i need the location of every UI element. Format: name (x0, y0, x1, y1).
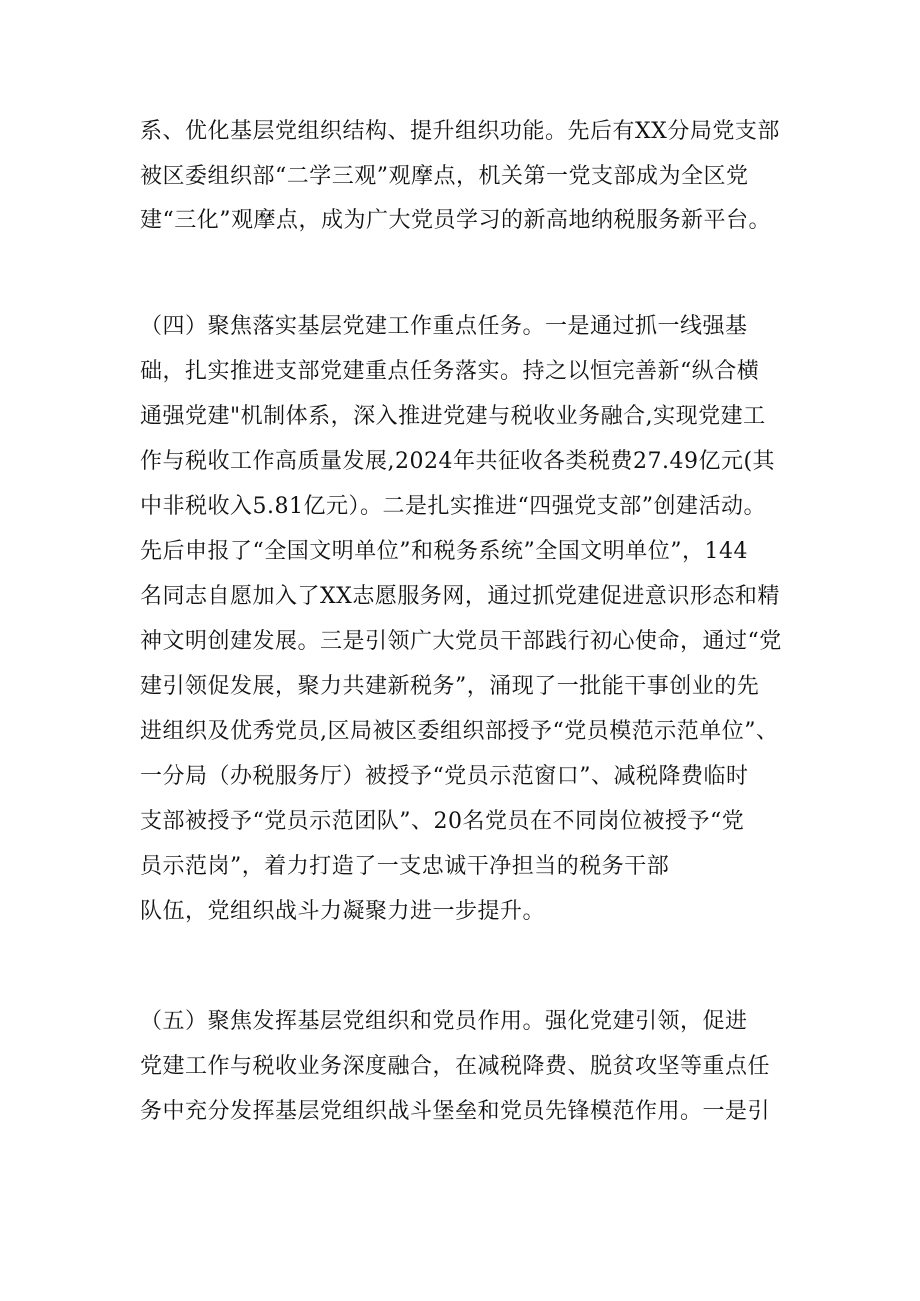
text-line: 党建工作与税收业务深度融合，在减税降费、脱贫攻坚等重点任 (140, 1054, 771, 1079)
text-line: 中非税收入5.81亿元）。二是扎实推进“四强党支部”创建活动。 (140, 494, 766, 519)
text-line: 进组织及优秀党员,区局被区委组织部授予“党员模范示范单位”、 (140, 719, 779, 744)
paragraph-heading-line: （五）聚焦发挥基层党组织和党员作用。强化党建引领，促进 (140, 1009, 748, 1034)
text-line: 作与税收工作高质量发展,2024年共征收各类税费27.49亿元(其 (140, 449, 776, 474)
text-line: 建引领促发展，聚力共建新税务”，涌现了一批能干事创业的先 (140, 674, 760, 699)
text-line: 系、优化基层党组织结构、提升组织功能。先后有XX分局党支部 (140, 119, 780, 144)
text-line: 务中充分发挥基层党组织战斗堡垒和党员先锋模范作用。一是引 (140, 1099, 771, 1124)
text-line: 支部被授予“党员示范团队”、20名党员在不同岗位被授予“党 (140, 809, 745, 834)
text-line: 神文明创建发展。三是引领广大党员干部践行初心使命，通过“党 (140, 629, 782, 654)
text-line: 础，扎实推进支部党建重点任务落实。持之以恒完善新“纵合横 (140, 359, 760, 384)
text-line: 队伍，党组织战斗力凝聚力进一步提升。 (140, 899, 546, 924)
text-line: 先后申报了“全国文明单位”和税务系统”全国文明单位”，144 (140, 539, 748, 564)
text-line: 被区委组织部“二学三观”观摩点，机关第一党支部成为全区党 (140, 164, 749, 189)
text-line: 一分局（办税服务厅）被授予“党员示范窗口”、减税降费临时 (140, 764, 749, 789)
paragraph-heading-line: （四）聚焦落实基层党建工作重点任务。一是通过抓一线强基 (140, 314, 748, 339)
text-line: 通强党建"机制体系，深入推进党建与税收业务融合,实现党建工 (140, 404, 766, 429)
text-line: 员示范岗”，着力打造了一支忠诚干净担当的税务干部 (140, 854, 670, 879)
text-line: 名同志自愿加入了XX志愿服务网，通过抓党建促进意识形态和精 (140, 584, 780, 609)
text-line: 建“三化”观摩点，成为广大党员学习的新高地纳税服务新平台。 (140, 208, 771, 233)
